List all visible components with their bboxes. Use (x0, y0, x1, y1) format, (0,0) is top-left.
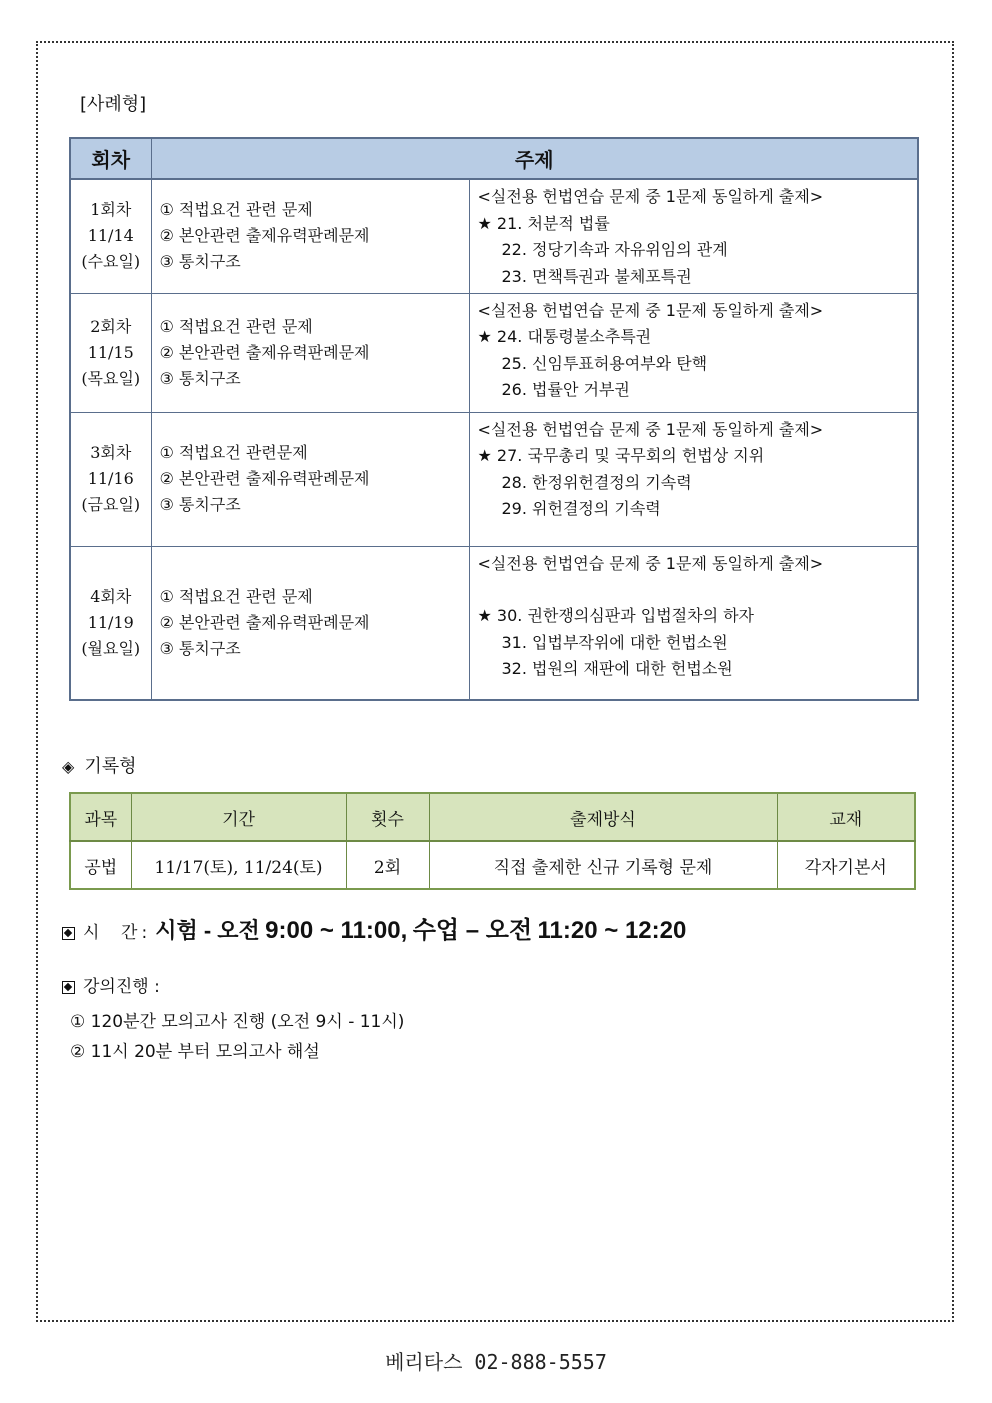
lecture-heading (62, 972, 160, 997)
item-entry: 32. 법원의 재판에 대한 헌법소원 (501, 659, 733, 678)
case-table (69, 137, 919, 701)
round-date: 11/15 (87, 342, 134, 362)
time-line (62, 910, 686, 945)
item-entry: ★ 27. 국무총리 및 국무회의 헌법상 지위 (477, 446, 765, 465)
round-round: 4회차 (90, 586, 132, 606)
items-cell (469, 412, 918, 546)
topics-cell (151, 412, 469, 546)
record-header-subject: 과목 (70, 793, 131, 841)
record-table-row (70, 841, 915, 889)
record-section-heading (62, 752, 136, 778)
square-bullet-icon (62, 981, 75, 994)
item-entry: 22. 정당기속과 자유위임의 관계 (501, 240, 728, 259)
topic-item: ① 적법요건 관련 문제 (159, 200, 313, 220)
round-round: 3회차 (90, 443, 132, 462)
record-method: 직접 출제한 신규 기록형 문제 (429, 841, 777, 889)
items-note: <실전용 헌법연습 문제 중 1문제 동일하게 출제> (477, 187, 824, 206)
square-bullet-icon (62, 927, 75, 940)
topic-item: ② 본안관련 출제유력판례문제 (159, 469, 370, 488)
class-label: 수업 – 오전 (412, 917, 533, 944)
case-table-row (70, 179, 918, 293)
round-cell (70, 293, 151, 412)
item-entry: 25. 신임투표허용여부와 탄핵 (501, 353, 708, 373)
round-day: (수요일) (81, 252, 141, 272)
record-section-label: 기록형 (84, 756, 137, 777)
round-date: 11/19 (87, 612, 134, 632)
item-entry: 31. 입법부작위에 대한 헌법소원 (501, 632, 728, 652)
record-header-count: 횟수 (346, 793, 429, 841)
record-header-method: 출제방식 (429, 793, 777, 841)
topics-cell (151, 179, 469, 293)
record-table-header-row (70, 793, 915, 841)
items-cell (469, 546, 918, 700)
topic-item: ② 본안관련 출제유력판례문제 (159, 612, 370, 632)
item-entry: 26. 법률안 거부권 (501, 380, 630, 399)
round-round: 1회차 (90, 200, 132, 220)
round-cell (70, 546, 151, 700)
topic-item: ③ 통치구조 (159, 368, 241, 388)
footer-contact: 베리타스 02-888-5557 (385, 1350, 607, 1374)
item-entry: ★ 24. 대통령불소추특권 (477, 327, 652, 346)
topics-cell (151, 293, 469, 412)
topic-item: ① 적법요건 관련 문제 (159, 586, 313, 606)
exam-time: 9:00 ~ 11:00, (265, 917, 408, 944)
round-day: (금요일) (81, 495, 141, 514)
round-day: (월요일) (81, 638, 141, 658)
case-table-row (70, 546, 918, 700)
item-entry: ★ 21. 처분적 법률 (477, 213, 610, 233)
round-cell (70, 179, 151, 293)
round-day: (목요일) (81, 368, 141, 388)
time-label: 시 간 (83, 923, 138, 943)
round-cell (70, 412, 151, 546)
topic-item: ① 적법요건 관련 문제 (159, 316, 313, 336)
items-note: <실전용 헌법연습 문제 중 1문제 동일하게 출제> (477, 419, 824, 439)
round-date: 11/14 (87, 226, 134, 246)
exam-label: 시험 - 오전 (155, 918, 260, 943)
item-entry: 29. 위헌결정의 기속력 (501, 499, 661, 518)
case-section-label: [사례형] (80, 94, 147, 115)
topic-item: ③ 통치구조 (159, 252, 241, 272)
record-subject: 공법 (70, 841, 131, 889)
diamond-bullet-icon: ◈ (62, 757, 75, 776)
lecture-item: ① 120분간 모의고사 진행 (오전 9시 - 11시) (70, 1012, 405, 1032)
item-entry: 23. 면책특권과 불체포특권 (501, 266, 692, 286)
item-entry: ★ 30. 권한쟁의심판과 입법절차의 하자 (477, 606, 755, 625)
record-table (69, 792, 916, 890)
items-cell (469, 293, 918, 412)
case-table-row (70, 412, 918, 546)
round-date: 11/16 (87, 469, 134, 488)
topic-item: ① 적법요건 관련문제 (159, 443, 308, 462)
item-entry: 28. 한정위헌결정의 기속력 (501, 472, 692, 492)
items-note: <실전용 헌법연습 문제 중 1문제 동일하게 출제> (477, 300, 824, 320)
record-textbook: 각자기본서 (777, 841, 915, 889)
topic-item: ③ 통치구조 (159, 638, 241, 658)
record-header-period: 기간 (131, 793, 346, 841)
items-note: <실전용 헌법연습 문제 중 1문제 동일하게 출제> (477, 553, 824, 573)
lecture-label: 강의진행 : (83, 977, 160, 997)
record-count: 2회 (346, 841, 429, 889)
topic-item: ② 본안관련 출제유력판례문제 (159, 342, 370, 362)
record-period: 11/17(토), 11/24(토) (131, 841, 346, 889)
case-table-header-row (70, 138, 918, 179)
time-colon: : (141, 923, 148, 943)
record-header-textbook: 교재 (777, 793, 915, 841)
class-time: 11:20 ~ 12:20 (537, 917, 687, 944)
topic-item: ③ 통치구조 (159, 495, 241, 514)
topic-item: ② 본안관련 출제유력판례문제 (159, 226, 370, 246)
header-round: 회차 (70, 138, 151, 179)
header-topic: 주제 (151, 138, 918, 179)
case-table-row (70, 293, 918, 412)
items-cell (469, 179, 918, 293)
lecture-list (70, 1007, 404, 1067)
topics-cell (151, 546, 469, 700)
round-round: 2회차 (90, 316, 132, 336)
lecture-item: ② 11시 20분 부터 모의고사 해설 (70, 1042, 320, 1062)
